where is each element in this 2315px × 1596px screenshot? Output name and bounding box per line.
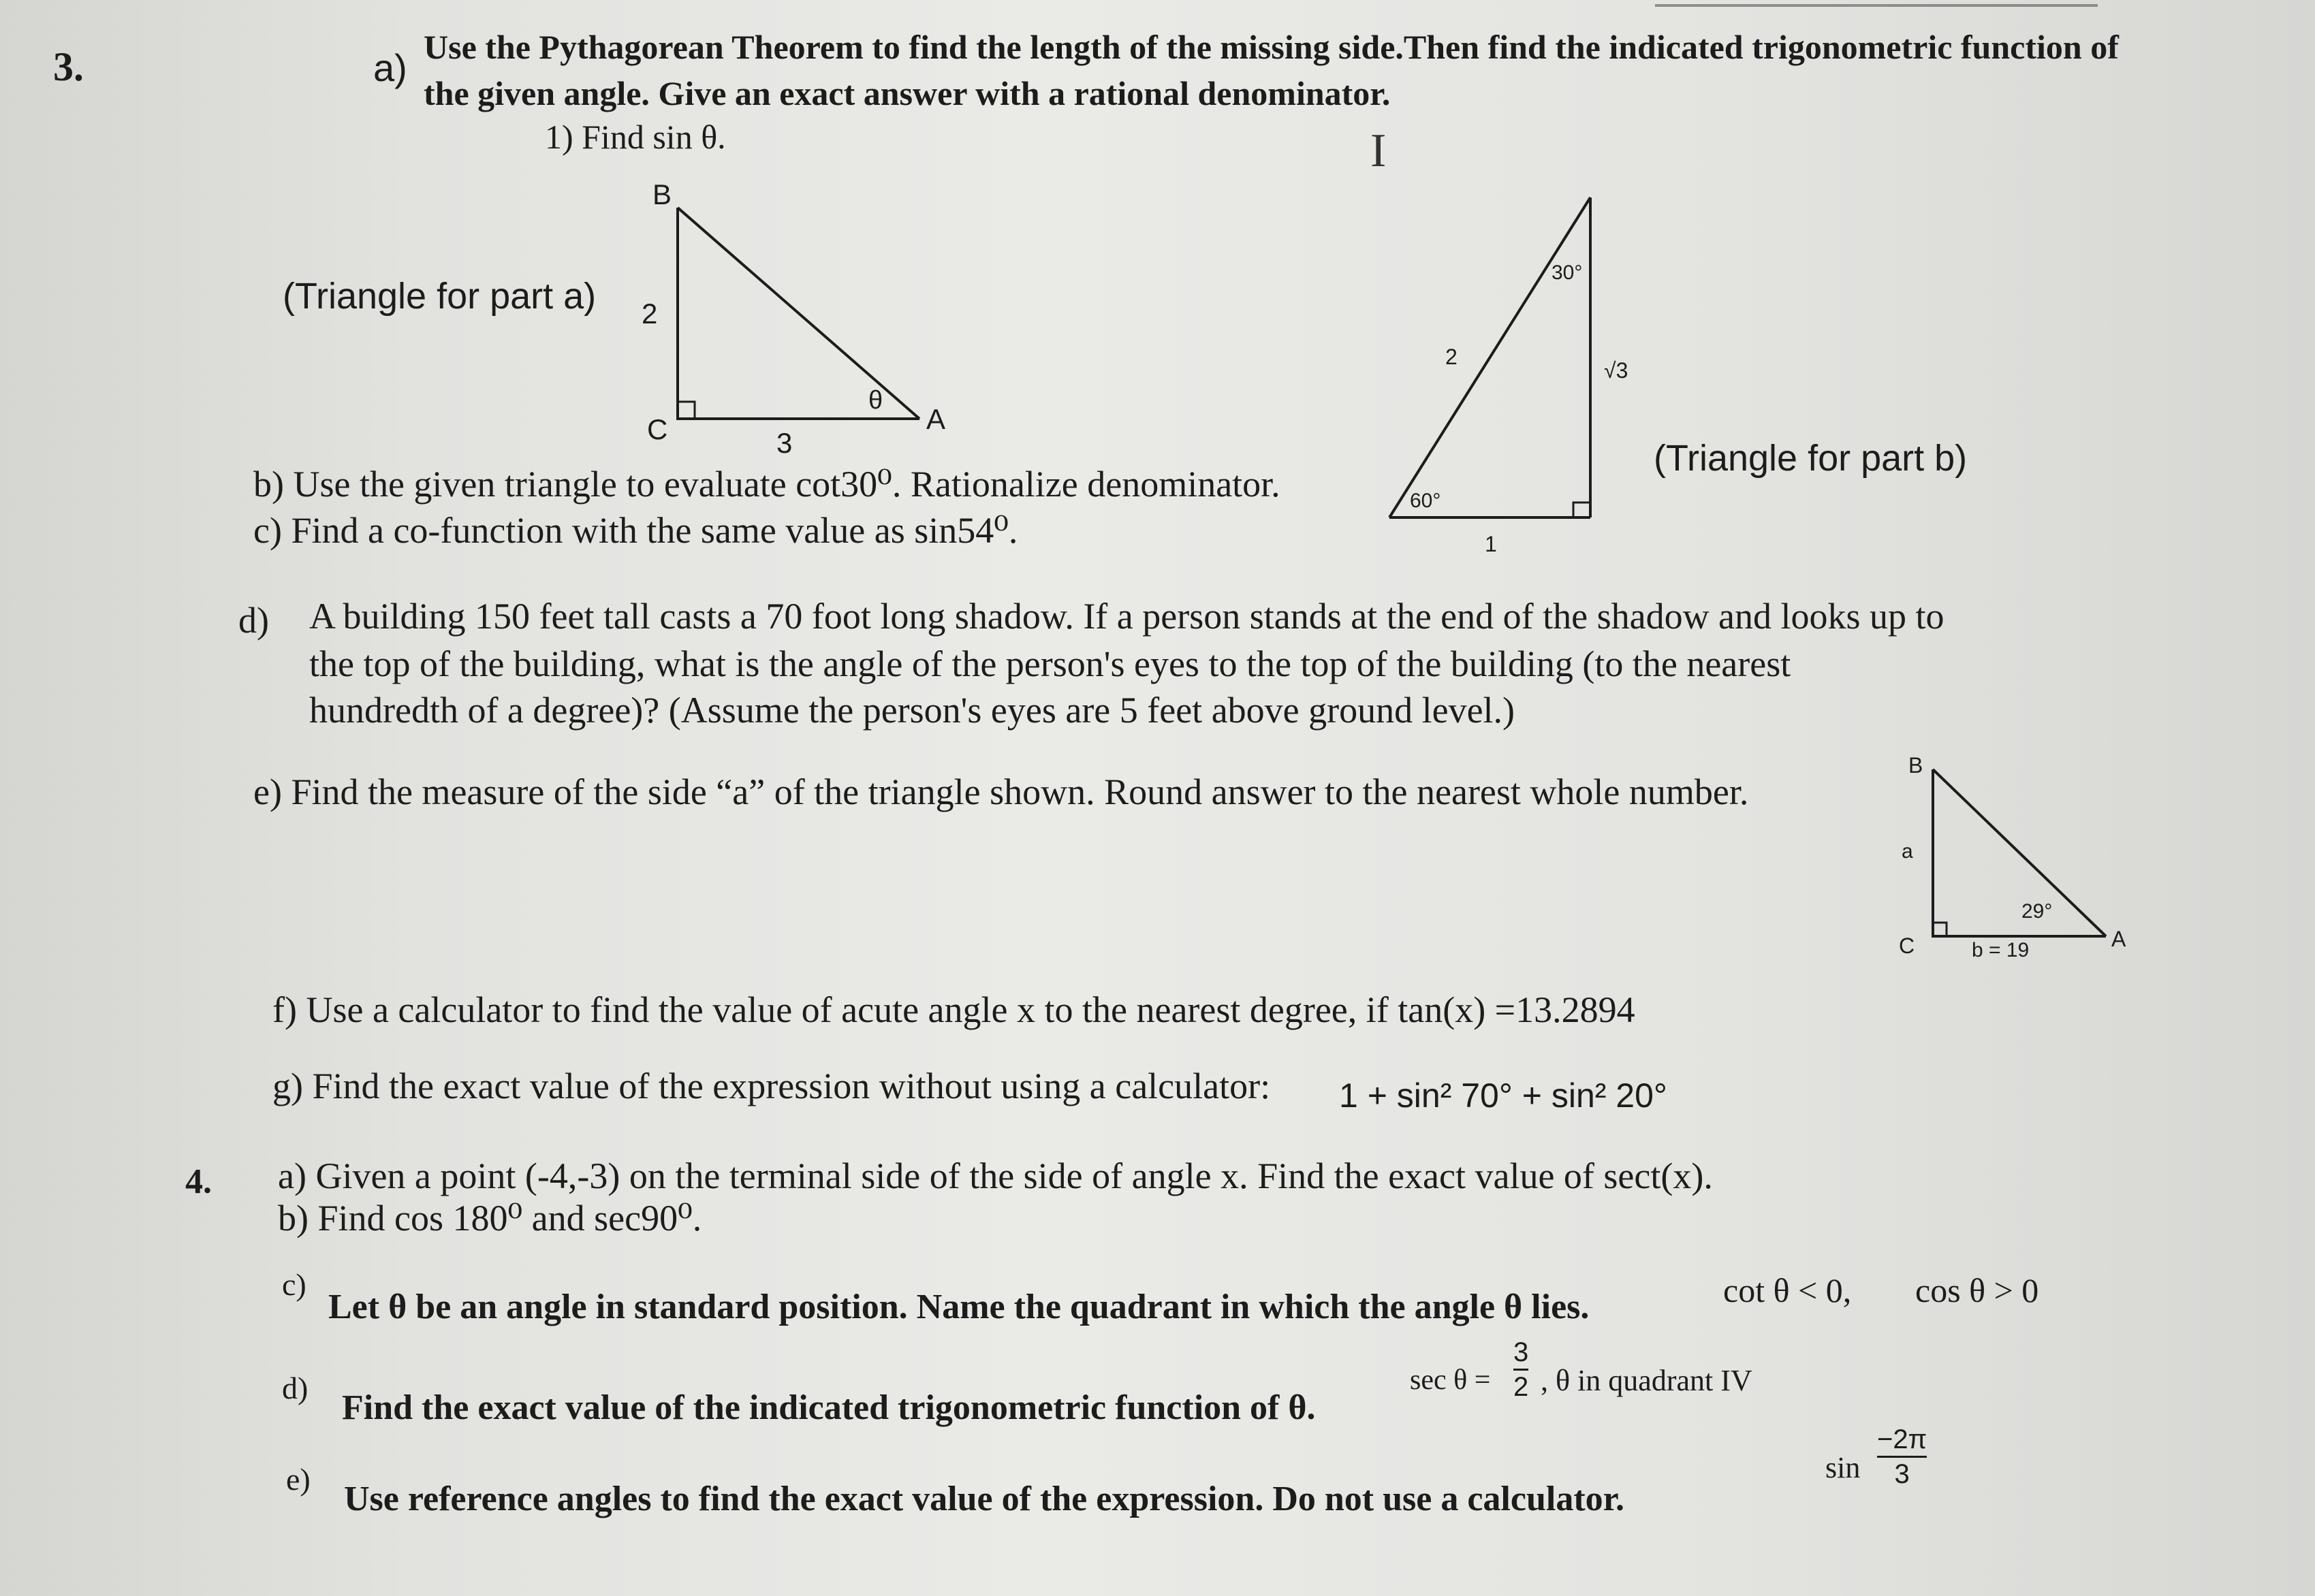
problem-3-number: 3. <box>53 44 84 89</box>
part-d-line2: the top of the building, what is the angle of the person's eyes to the top of the building (to the nearest <box>309 643 1791 684</box>
triangle-b-caption: (Triangle for part b) <box>1654 438 1968 479</box>
problem-4-part-d-frac-den: 2 <box>1513 1372 1529 1402</box>
part-e-question: e) Find the measure of the side “a” of the triangle shown. Round answer to the nearest whole number. <box>253 771 1749 812</box>
problem-4-part-d-expr-suffix: , θ in quadrant IV <box>1541 1364 1752 1397</box>
triangle-a-caption: (Triangle for part a) <box>283 276 597 317</box>
part-c-question: c) Find a co-function with the same value as sin54⁰. <box>253 510 1018 551</box>
triangle-b-figure <box>1369 184 1655 565</box>
part-a-instruction-line1: Use the Pythagorean Theorem to find the length of the missing side.Then find the indicated trigonometric function of <box>424 28 2119 66</box>
problem-4-part-b: b) Find cos 180⁰ and sec90⁰. <box>278 1198 702 1239</box>
problem-4-part-e-func: sin <box>1825 1451 1861 1484</box>
triangle-e-angle: 29° <box>2021 900 2053 923</box>
part-d-letter: d) <box>238 600 269 641</box>
problem-4-part-d-fraction <box>1513 1339 1528 1401</box>
triangle-b-vertical-side: √3 <box>1604 358 1628 383</box>
problem-4-part-c-letter: c) <box>282 1267 306 1302</box>
triangle-e-vertex-c: C <box>1899 933 1915 958</box>
triangle-b-base: 1 <box>1485 532 1497 556</box>
text-cursor-icon: I <box>1370 125 1387 177</box>
triangle-a-vertex-a: A <box>926 403 946 435</box>
problem-4-part-c-text: Let θ be an angle in standard position. Name the quadrant in which the angle θ lies. <box>328 1288 1590 1326</box>
part-a-sub-question: 1) Find sin θ. <box>545 118 726 156</box>
triangle-a-vertex-b: B <box>652 178 672 210</box>
problem-4-part-e-letter: e) <box>286 1462 311 1497</box>
triangle-e-side-b: b = 19 <box>1972 939 2030 961</box>
part-g-expression: 1 + sin² 70° + sin² 20° <box>1339 1076 1667 1115</box>
triangle-a-figure <box>633 177 960 463</box>
page-edge-line <box>1655 4 2098 7</box>
triangle-a-side-ca: 3 <box>776 427 793 459</box>
part-d-line3: hundredth of a degree)? (Assume the person's eyes are 5 feet above ground level.) <box>309 690 1515 731</box>
part-a-instruction-line2: the given angle. Give an exact answer with a rational denominator. <box>424 74 1391 112</box>
part-b-question: b) Use the given triangle to evaluate cot30⁰. Rationalize denominator. <box>253 464 1280 505</box>
part-d-line1: A building 150 feet tall casts a 70 foot long shadow. If a person stands at the end of the shadow and looks up to <box>309 596 1944 637</box>
problem-4-part-e-frac-num: −2π <box>1877 1424 1927 1454</box>
part-f-question: f) Use a calculator to find the value of acute angle x to the nearest degree, if tan(x) =13.2894 <box>272 989 1635 1030</box>
triangle-b-hypotenuse: 2 <box>1445 345 1458 369</box>
triangle-e-figure <box>1893 749 2139 974</box>
triangle-e-side-a: a <box>1902 840 1913 863</box>
triangle-e-vertex-a: A <box>2111 927 2126 951</box>
problem-4-number: 4. <box>185 1162 212 1201</box>
problem-4-part-e-fraction <box>1877 1426 1927 1488</box>
problem-4-part-d-expr-prefix: sec θ = <box>1410 1364 1491 1396</box>
problem-4-part-d-frac-num: 3 <box>1513 1337 1529 1367</box>
part-a-letter: a) <box>373 46 407 89</box>
triangle-b-angle-bottom: 60° <box>1410 490 1441 512</box>
triangle-a-angle: θ <box>868 386 883 415</box>
triangle-e-vertex-b: B <box>1908 753 1923 778</box>
problem-4-part-c-condition2: cos θ > 0 <box>1915 1271 2039 1309</box>
problem-4-part-d-text: Find the exact value of the indicated trigonometric function of θ. <box>342 1388 1316 1427</box>
problem-4-part-d-letter: d) <box>282 1371 309 1405</box>
triangle-a-vertex-c: C <box>647 413 668 445</box>
part-g-question: g) Find the exact value of the expression without using a calculator: <box>272 1066 1271 1106</box>
triangle-a-side-bc: 2 <box>642 298 658 330</box>
triangle-b-angle-top: 30° <box>1552 261 1583 284</box>
problem-4-part-c-condition1: cot θ < 0, <box>1723 1271 1852 1309</box>
problem-4-part-a: a) Given a point (-4,-3) on the terminal side of the side of angle x. Find the exact value of sect(x). <box>278 1155 1713 1196</box>
problem-4-part-e-frac-den: 3 <box>1894 1459 1910 1489</box>
problem-4-part-e-text: Use reference angles to find the exact value of the expression. Do not use a calculator. <box>344 1480 1624 1518</box>
